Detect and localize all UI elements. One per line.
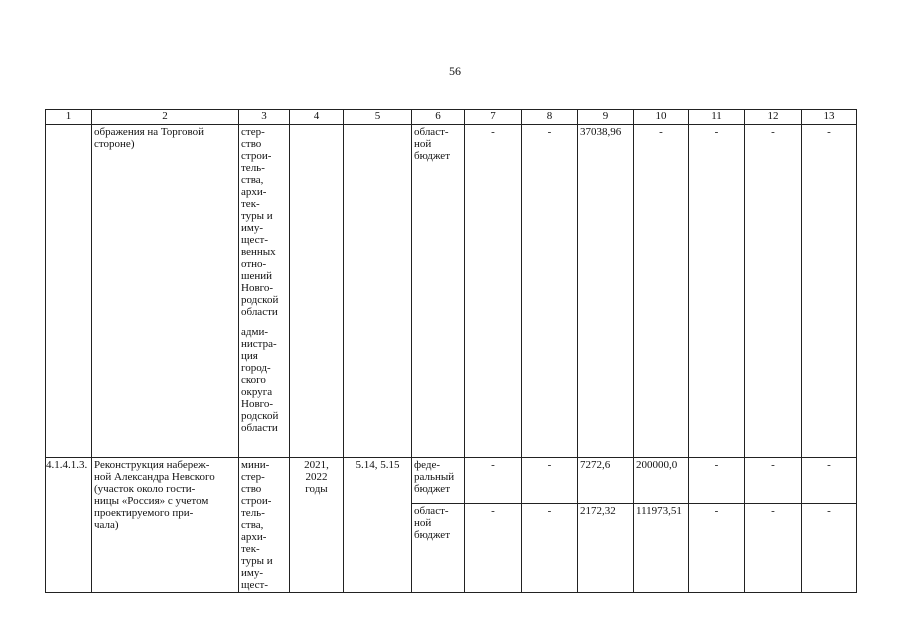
value-cell: - (689, 458, 745, 504)
value-cell: - (522, 458, 578, 504)
header-cell: 7 (465, 110, 522, 125)
value-cell: - (465, 458, 522, 504)
value-cell: - (522, 503, 578, 592)
value-cell: - (634, 125, 689, 458)
value-cell: 200000,0 (634, 458, 689, 504)
source-cell: област- ной бюджет (412, 503, 465, 592)
value-cell: - (802, 125, 857, 458)
value-cell: - (802, 458, 857, 504)
executor-administration: адми- нистра- ция город- ского округа Новго- родской области (241, 326, 279, 434)
header-cell: 5 (344, 110, 412, 125)
table-row (46, 125, 857, 458)
executor-cell: мини- стер- ство строи- тель- ства, архи- тек- туры и иму- щест- (239, 458, 290, 593)
target-cell (344, 125, 412, 458)
object-name-cell: Реконструкция набереж- ной Александра Невского (участок около гости- ницы «Россия» с учетом проектируемого при- чала) (92, 458, 239, 593)
value-cell: - (465, 125, 522, 458)
object-name-cell: ображения на Торговой стороне) (92, 125, 239, 458)
value-cell: 2172,32 (578, 503, 634, 592)
value-cell: - (522, 125, 578, 458)
row-number-cell (46, 125, 92, 458)
header-cell: 9 (578, 110, 634, 125)
term-cell (290, 125, 344, 458)
header-cell: 1 (46, 110, 92, 125)
header-cell: 10 (634, 110, 689, 125)
term-cell: 2021, 2022 годы (290, 458, 344, 593)
header-cell: 8 (522, 110, 578, 125)
header-cell: 3 (239, 110, 290, 125)
value-cell: - (465, 503, 522, 592)
header-cell: 2 (92, 110, 239, 125)
header-cell: 13 (802, 110, 857, 125)
budget-table (45, 109, 857, 593)
value-cell: - (745, 503, 802, 592)
value-cell: - (689, 503, 745, 592)
page-number: 56 (449, 64, 461, 78)
value-cell: 37038,96 (578, 125, 634, 458)
value-cell: 7272,6 (578, 458, 634, 504)
value-cell: - (802, 503, 857, 592)
source-cell: феде- ральный бюджет (412, 458, 465, 504)
header-cell: 6 (412, 110, 465, 125)
executor-cell (239, 125, 290, 458)
executor-ministry: стер- ство строи- тель- ства, архи- тек- туры и иму- щест- венных отно- шений Новго- родской области (241, 126, 279, 318)
header-row (46, 110, 857, 125)
value-cell: - (689, 125, 745, 458)
header-cell: 4 (290, 110, 344, 125)
target-cell: 5.14, 5.15 (344, 458, 412, 593)
value-cell: - (745, 125, 802, 458)
header-cell: 12 (745, 110, 802, 125)
value-cell: 111973,51 (634, 503, 689, 592)
source-cell: област- ной бюджет (412, 125, 465, 458)
value-cell: - (745, 458, 802, 504)
header-cell: 11 (689, 110, 745, 125)
row-number-cell: 4.1.4.1.3. (46, 458, 92, 593)
table-row (46, 458, 857, 504)
